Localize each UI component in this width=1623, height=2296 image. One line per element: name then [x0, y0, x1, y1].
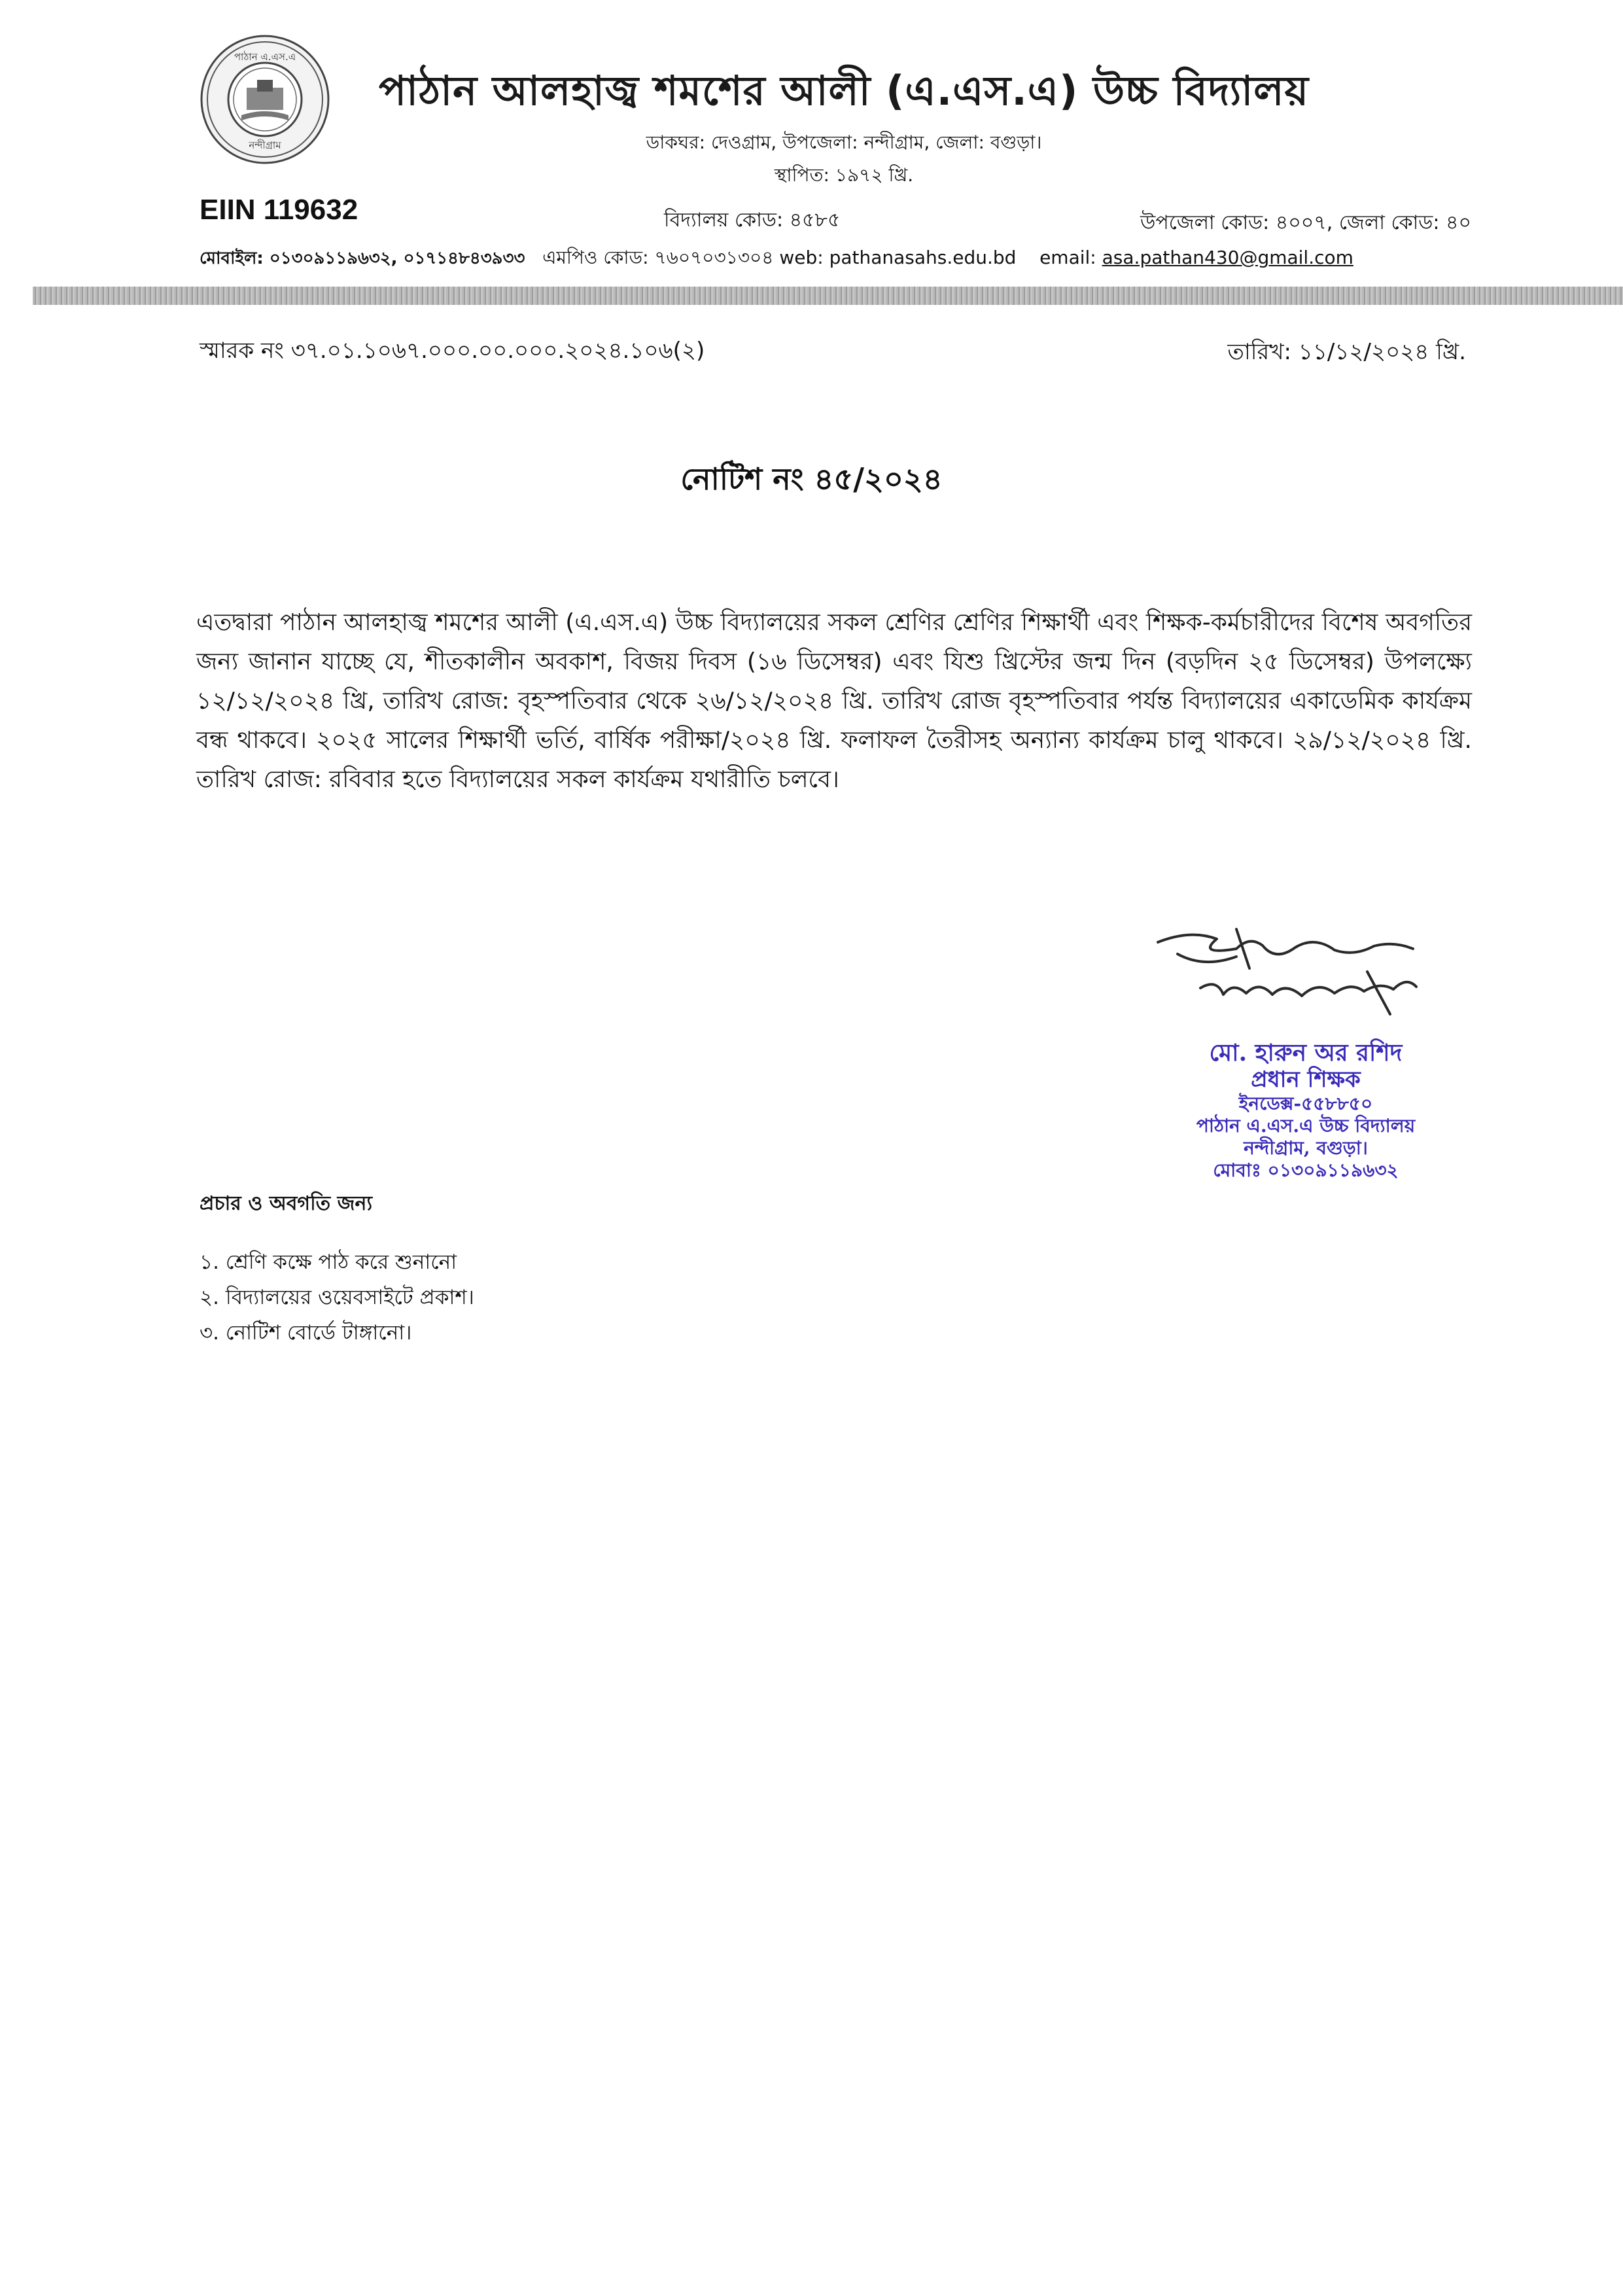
signatory-mobile: মোবাঃ ০১৩০৯১১৯৬৩২: [1213, 1159, 1399, 1181]
svg-text:নন্দীগ্রাম: নন্দীগ্রাম: [249, 139, 281, 151]
mpo-web: এমপিও কোড: ৭৬০৭০৩১৩০৪ web: pathanasahs.edu.bd: [542, 247, 1017, 268]
header-divider: [33, 287, 1623, 305]
distribution-list: [200, 1245, 474, 1351]
email-label: email:: [1039, 247, 1096, 268]
school-name: পাঠান আলহাজ্ব শমশের আলী (এ.এস.এ) উচ্চ বিদ্যালয়: [378, 67, 1310, 115]
memo-number: স্মারক নং ৩৭.০১.১০৬৭.০০০.০০.০০০.২০২৪.১০৬(২): [200, 338, 705, 364]
contact-row: [200, 243, 1469, 274]
signatory-index: ইনডেক্স-৫৫৮৮৫০: [1238, 1093, 1373, 1114]
notice-title: নোটিশ নং ৪৫/২০২৪: [680, 461, 943, 497]
signatory-school: পাঠান এ.এস.এ উচ্চ বিদ্যালয়: [1196, 1115, 1416, 1137]
school-code: বিদ্যালয় কোড: ৪৫৮৫: [664, 209, 841, 232]
notice-body: এতদ্বারা পাঠান আলহাজ্ব শমশের আলী (এ.এস.এ) উচ্চ বিদ্যালয়ের সকল শ্রেণির শ্রেণির শিক্ষার্থী এবং শিক্ষক-কর্মচারীদের বিশেষ অবগতির জন্য জানান যাচ্ছে যে, শীতকালীন অবকাশ, বিজয় দিবস (১৬ ডিসেম্বর) এবং যিশু খ্রিস্টের জন্ম দিন (বড়দিন ২৫ ডিসেম্বর) উপলক্ষ্যে ১২/১২/২০২৪ খ্রি, তারিখ রোজ: বৃহস্পতিবার থেকে ২৬/১২/২০২৪ খ্রি. তারিখ রোজ বৃহস্পতিবার পর্যন্ত বিদ্যালয়ের একাডেমিক কার্যক্রম বন্ধ থাকবে। ২০২৫ সালের শিক্ষার্থী ভর্তি, বার্ষিক পরীক্ষা/২০২৪ খ্রি. ফলাফল তৈরীসহ অন্যান্য কার্যক্রম চালু থাকবে। ২৯/১২/২০২৪ খ্রি. তারিখ রোজ: রবিবার হতে বিদ্যালয়ের সকল কার্যক্রম যথারীতি চলবে।: [196, 609, 1472, 793]
signature-stamp: [1136, 1039, 1476, 1182]
handwritten-signature: [1138, 916, 1478, 1050]
established-year: স্থাপিত: ১৯৭২ খ্রি.: [774, 164, 914, 186]
eiin-number: EIIN 119632: [200, 194, 358, 226]
email-link[interactable]: asa.pathan430@gmail.com: [1102, 247, 1353, 268]
list-item: ২. বিদ্যালয়ের ওয়েবসাইটে প্রকাশ।: [200, 1286, 474, 1309]
school-logo-seal: [200, 34, 330, 165]
list-item: ১. শ্রেণি কক্ষে পাঠ করে শুনানো: [200, 1250, 457, 1274]
mobile-numbers: মোবাইল: ০১৩০৯১১৯৬৩২, ০১৭১৪৮৪৩৯৩৩: [200, 249, 525, 268]
upazila-district-code: উপজেলা কোড: ৪০০৭, জেলা কোড: ৪০: [1140, 211, 1471, 234]
signatory-place: নন্দীগ্রাম, বগুড়া।: [1244, 1137, 1368, 1159]
svg-text:পাঠান এ.এস.এ: পাঠান এ.এস.এ: [234, 51, 296, 63]
memo-date: তারিখ: ১১/১২/২০২৪ খ্রি.: [1227, 339, 1466, 365]
signatory-name: মো. হারুন অর রশিদ: [1209, 1039, 1403, 1067]
distribution-title: প্রচার ও অবগতি জন্য: [200, 1192, 373, 1215]
school-address: ডাকঘর: দেওগ্রাম, উপজেলা: নন্দীগ্রাম, জেলা: বগুড়া।: [646, 132, 1042, 153]
signatory-designation: প্রধান শিক্ষক: [1251, 1067, 1361, 1093]
list-item: ৩. নোটিশ বোর্ডে টাঙ্গানো।: [200, 1321, 412, 1345]
